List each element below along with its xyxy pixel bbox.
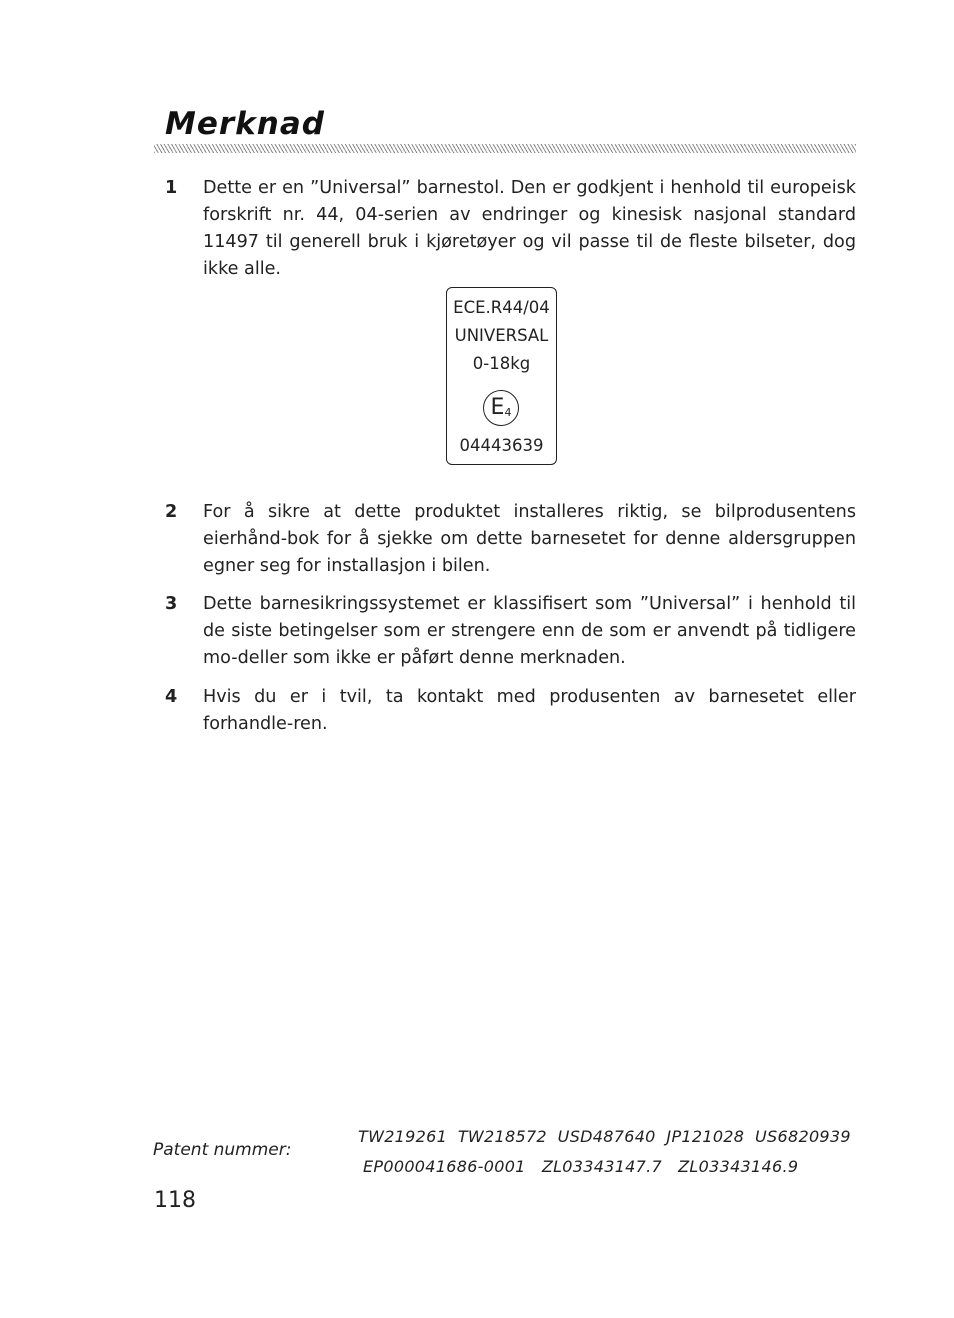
- list-item: [165, 499, 856, 580]
- list-item: [165, 684, 856, 738]
- approval-number: 04443639: [459, 436, 544, 455]
- patent-label: Patent nummer:: [153, 1140, 292, 1160]
- list-item: [165, 591, 856, 672]
- item-text: Hvis du er i tvil, ta kontakt med produsenten av barnesetet eller forhandle-ren.: [203, 687, 856, 734]
- title-divider: [154, 144, 856, 153]
- item-number: 3: [165, 594, 178, 614]
- e-mark-number: 4: [504, 406, 512, 419]
- patent-numbers-line-1: TW219261 TW218572 USD487640 JP121028 US6820939: [358, 1127, 851, 1146]
- approval-weight: 0-18kg: [472, 354, 531, 373]
- approval-regulation: ECE.R44/04: [453, 298, 550, 317]
- e-mark-circle: [483, 390, 519, 426]
- item-text: For å sikre at dette produktet installeres riktig, se bilprodusentens eierhånd-bok for å sjekke om dette barnesetet for denne aldersgruppen egner seg for installasjon i bilen.: [203, 502, 856, 576]
- item-number: 1: [165, 178, 178, 198]
- approval-category: UNIVERSAL: [454, 326, 549, 345]
- item-text: Dette er en ”Universal” barnestol. Den er godkjent i henhold til europeisk forskrift nr. 44, 04-serien av endringer og kinesisk nasjonal standard 11497 til generell bruk i kjøretøyer og vil passe til de fleste bilseter, dog ikke alle.: [203, 178, 856, 279]
- item-text: Dette barnesikringssystemet er klassifisert som ”Universal” i henhold til de siste betingelser som er strengere enn de som er anvendt på tidligere mo-deller som ikke er påført denne merknaden.: [203, 594, 856, 668]
- list-item: [165, 175, 856, 283]
- e-mark-letter: E: [490, 395, 505, 420]
- page-number: 118: [154, 1188, 196, 1213]
- patent-numbers-line-2: EP000041686-0001 ZL03343147.7 ZL03343146.9: [363, 1157, 799, 1176]
- page-title: Merknad: [165, 106, 325, 142]
- item-number: 4: [165, 687, 178, 707]
- item-number: 2: [165, 502, 178, 522]
- approval-label: [446, 287, 557, 465]
